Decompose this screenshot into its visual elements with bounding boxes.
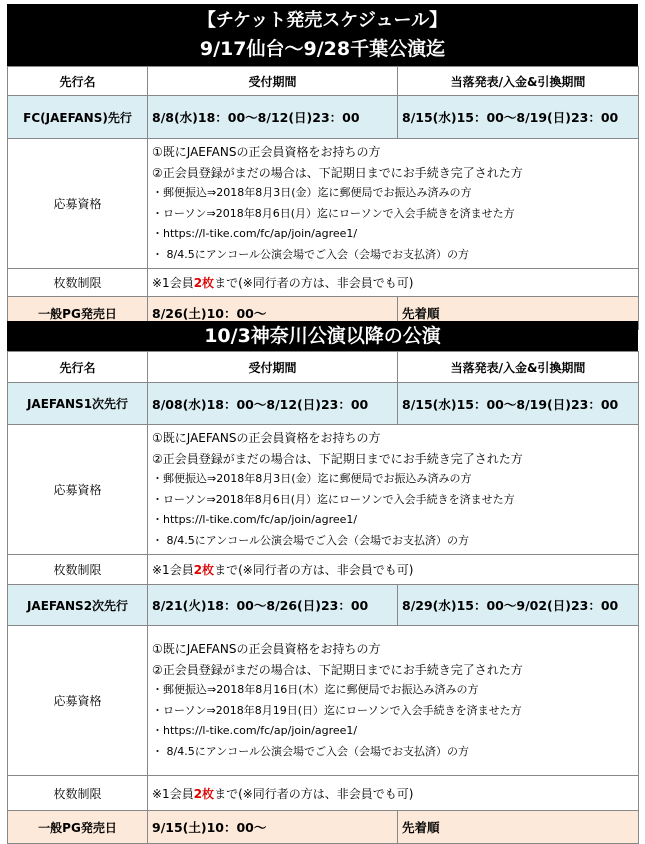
limit-row	[8, 776, 639, 811]
header-presale-name: 先行名	[8, 352, 148, 383]
presale1-row	[8, 383, 639, 425]
presale1-name: JAEFANS1次先行	[8, 383, 148, 425]
eligibility-line: ・郵便振込⇒2018年8月3日(金）迄に郵便局でお振込み済みの方	[152, 472, 472, 485]
limit-row	[8, 269, 639, 297]
general-sale-note: 先着順	[398, 297, 639, 330]
limit-count: 2枚	[193, 276, 215, 290]
eligibility-line: ・https://l-tike.com/fc/ap/join/agree1/	[152, 513, 358, 526]
eligibility-row	[8, 139, 639, 269]
section2-banner: 10/3神奈川公演以降の公演	[7, 321, 638, 351]
eligibility-label: 応募資格	[8, 425, 148, 555]
header-result: 当落発表/入金&引換期間	[398, 67, 639, 96]
eligibility-row	[8, 626, 639, 776]
limit-label: 枚数制限	[8, 776, 148, 811]
general-sale-date: 8/26(土)10：00〜	[148, 297, 398, 330]
eligibility-text	[148, 425, 639, 555]
eligibility-line: ②正会員登録がまだの場合は、下記期日までにお手続き完了された方	[152, 662, 523, 677]
eligibility-line: ・ローソン⇒2018年8月19日(日）迄にローソンで入会手続きを済ませた方	[152, 703, 522, 717]
eligibility-line: ①既にJAEFANSの正会員資格をお持ちの方	[152, 145, 381, 159]
eligibility-label: 応募資格	[8, 626, 148, 776]
header-result: 当落発表/入金&引換期間	[398, 352, 639, 383]
header-period: 受付期間	[148, 67, 398, 96]
eligibility-row	[8, 425, 639, 555]
eligibility-line: ・ 8/4.5にアンコール公演会場でご入会（会場でお支払済）の方	[152, 744, 470, 758]
schedule-title: 【チケット発売スケジュール】	[197, 10, 448, 31]
eligibility-line: ①既にJAEFANSの正会員資格をお持ちの方	[152, 431, 381, 445]
presale1-result: 8/15(水)15：00〜8/19(日)23：00	[398, 383, 639, 425]
eligibility-line: ②正会員登録がまだの場合は、下記期日までにお手続き完了された方	[152, 451, 523, 466]
eligibility-line: ・ 8/4.5にアンコール公演会場でご入会（会場でお支払済）の方	[152, 533, 470, 547]
limit-text: ※1会員2枚まで(※同行者の方は、非会員でも可)	[148, 776, 639, 811]
eligibility-line: ・ 8/4.5にアンコール公演会場でご入会（会場でお支払済）の方	[152, 247, 470, 261]
eligibility-line: ・https://l-tike.com/fc/ap/join/agree1/	[152, 724, 358, 737]
presale-row	[8, 96, 639, 139]
header-presale-name: 先行名	[8, 67, 148, 96]
eligibility-line: ・ローソン⇒2018年8月6日(月）迄にローソンで入会手続きを済ませた方	[152, 492, 515, 506]
presale-name: FC(JAEFANS)先行	[8, 96, 148, 139]
limit-text: ※1会員2枚まで(※同行者の方は、非会員でも可)	[148, 269, 639, 297]
presale2-row	[8, 585, 639, 626]
schedule-table-1	[7, 66, 639, 330]
presale-period: 8/8(水)18：00〜8/12(日)23：00	[148, 96, 398, 139]
eligibility-label: 応募資格	[8, 139, 148, 269]
presale2-period: 8/21(火)18：00〜8/26(日)23：00	[148, 585, 398, 626]
limit-label: 枚数制限	[8, 555, 148, 585]
eligibility-line: ①既にJAEFANSの正会員資格をお持ちの方	[152, 642, 381, 656]
table-header-row	[8, 352, 639, 383]
eligibility-text	[148, 626, 639, 776]
general-sale-row	[8, 811, 639, 844]
limit-row	[8, 555, 639, 585]
presale2-result: 8/29(水)15：00〜9/02(日)23：00	[398, 585, 639, 626]
schedule-subtitle: 9/17仙台〜9/28千葉公演迄	[199, 38, 446, 60]
eligibility-line: ②正会員登録がまだの場合は、下記期日までにお手続き完了された方	[152, 165, 523, 180]
presale2-name: JAEFANS2次先行	[8, 585, 148, 626]
eligibility-line: ・郵便振込⇒2018年8月16日(木）迄に郵便局でお振込み済みの方	[152, 683, 479, 696]
presale-result: 8/15(水)15：00〜8/19(日)23：00	[398, 96, 639, 139]
general-sale-note: 先着順	[398, 811, 639, 844]
eligibility-line: ・https://l-tike.com/fc/ap/join/agree1/	[152, 227, 358, 240]
general-sale-name: 一般PG発売日	[8, 297, 148, 330]
general-sale-name: 一般PG発売日	[8, 811, 148, 844]
eligibility-line: ・ローソン⇒2018年8月6日(月）迄にローソンで入会手続きを済ませた方	[152, 206, 515, 220]
limit-count: 2枚	[193, 563, 215, 577]
schedule-banner	[7, 4, 638, 66]
limit-count: 2枚	[193, 786, 215, 801]
header-period: 受付期間	[148, 352, 398, 383]
general-sale-date: 9/15(土)10：00〜	[148, 811, 398, 844]
eligibility-text	[148, 139, 639, 269]
eligibility-line: ・郵便振込⇒2018年8月3日(金）迄に郵便局でお振込み済みの方	[152, 186, 472, 199]
table-header-row	[8, 67, 639, 96]
presale1-period: 8/08(水)18：00〜8/12(日)23：00	[148, 383, 398, 425]
limit-text: ※1会員2枚まで(※同行者の方は、非会員でも可)	[148, 555, 639, 585]
limit-label: 枚数制限	[8, 269, 148, 297]
schedule-table-2	[7, 351, 639, 844]
